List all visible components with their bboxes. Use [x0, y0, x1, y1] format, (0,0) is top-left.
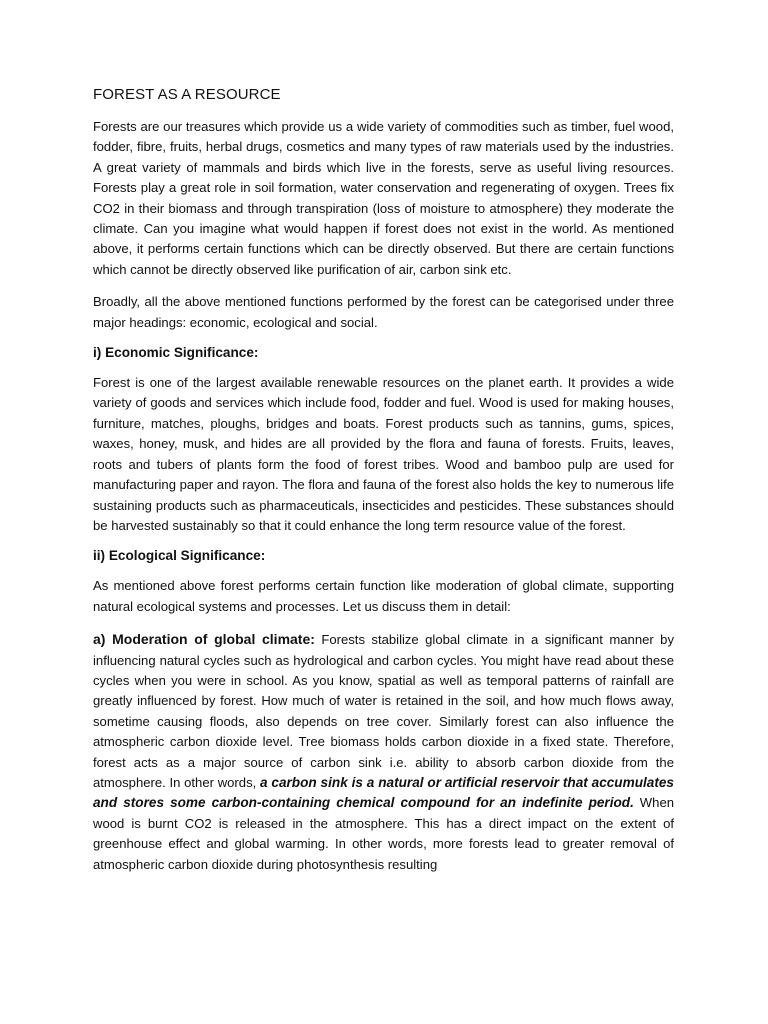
- carbon-sink-definition: a carbon sink is a natural or artificial reservoir that accumulates and stores some carbon-containing chemical compound for an indefinite period.: [93, 774, 674, 811]
- economic-significance-heading: i) Economic Significance:: [93, 345, 259, 361]
- ecological-significance-heading: ii) Ecological Significance:: [93, 548, 266, 564]
- document-page: [93, 86, 674, 887]
- moderation-climate-paragraph: [93, 629, 674, 875]
- moderation-climate-lead: a) Moderation of global climate:: [93, 631, 315, 648]
- ecological-significance-paragraph: As mentioned above forest performs certain function like moderation of global climate, supporting natural ecological systems and processes. Let us discuss them in detail:: [93, 578, 674, 614]
- moderation-climate-text-2: When wood is burnt CO2 is released in the atmosphere. This has a direct impact on the extent of greenhouse effect and global warming. In other words, more forests lead to greater removal of atmospheric carbon dioxide during photosynthesis resulting: [93, 795, 675, 872]
- economic-significance-paragraph: Forest is one of the largest available renewable resources on the planet earth. It provides a wide variety of goods and services which include food, fodder and fuel. Wood is used for making houses, furniture, matches, ploughs, bridges and boats. Forest products such as tannins, gums, spices, waxes, honey, musk, and hides are all provided by the flora and fauna of forests. Fruits, leaves, roots and tubers of plants form the food of forest tribes. Wood and bamboo pulp are used for manufacturing paper and rayon. The flora and fauna of the forest also holds the key to numerous life sustaining products such as pharmaceuticals, insecticides and pesticides. These substances should be harvested sustainably so that it could enhance the long term resource value of the forest.: [93, 375, 674, 533]
- intro-paragraph: Forests are our treasures which provide us a wide variety of commodities such as timber, fuel wood, fodder, fibre, fruits, herbal drugs, cosmetics and many types of raw materials used by the industries. A great variety of mammals and birds which live in the forests, serve as useful living resources. Forests play a great role in soil formation, water conservation and regenerating of oxygen. Trees fix CO2 in their biomass and through transpiration (loss of moisture to atmosphere) they moderate the climate. Can you imagine what would happen if forest does not exist in the world. As mentioned above, it performs certain functions which can be directly observed. But there are certain functions which cannot be directly observed like purification of air, carbon sink etc.: [93, 119, 674, 277]
- document-title: FOREST AS A RESOURCE: [93, 86, 281, 103]
- broadly-paragraph: Broadly, all the above mentioned functions performed by the forest can be categorised under three major headings: economic, ecological and social.: [93, 294, 674, 330]
- moderation-climate-text-1: Forests stabilize global climate in a significant manner by influencing natural cycles such as hydrological and carbon cycles. You might have read about these cycles when you were in school. As you know, spatial as well as temporal patterns of rainfall are greatly influenced by forest. How much of water is retained in the soil, and how much flows away, sometime causing floods, also depends on tree cover. Similarly forest can also influence the atmospheric carbon dioxide level. Tree biomass holds carbon dioxide in a fixed state. Therefore, forest acts as a major source of carbon sink i.e. ability to absorb carbon dioxide from the atmosphere. In other words,: [93, 632, 674, 790]
